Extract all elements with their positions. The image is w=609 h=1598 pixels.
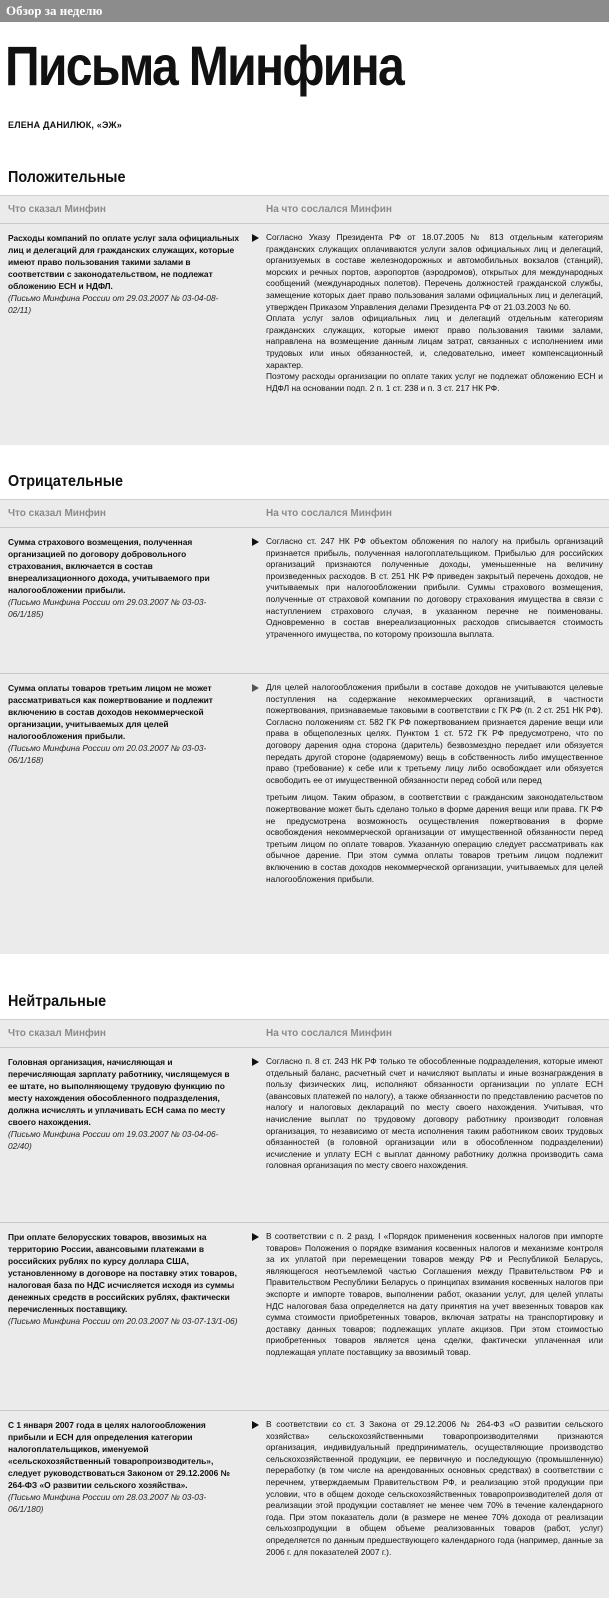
reference-paragraph: Поэтому расходы организации по оплате таких услуг не подлежат обложению ЕСН и НДФЛ на основании подп. 2 п. 1 ст. 238 и п. 3 ст. 217 НК РФ. — [266, 371, 603, 393]
reference-paragraph: Для целей налогообложения прибыли в составе доходов не учитываются целевые поступления на содержание некоммерческих организаций, в частности пожертвования, признаваемые таковыми в соответствии с ГК РФ (п. 2 ст. 251 НК РФ). Согласно положениям ст. 582 ГК РФ пожертвованием признается дарение вещи или права в общеполезных целях. Пунктом 1 ст. 572 ГК РФ предусмотрено, что по договору дарения одна сторона (даритель) безвозмездно передает или обязуется передать другой стороне (одаряемому) вещь в собственность либо имущественное право (требование) к себе или к третьему лицу либо освобождает или обязуется освободить ее от имущественной обязанности перед собой или перед — [266, 682, 603, 785]
statement-cell — [8, 536, 240, 620]
table-row — [0, 1411, 609, 1597]
section-negative — [0, 462, 609, 954]
statement-text: Сумма оплаты товаров третьим лицом не может рассматриваться как пожертвование и подлежит включению в состав доходов некоммерческой организации, учитываемых для целей налогообложения прибыли. — [8, 683, 213, 741]
statement-source: (Письмо Минфина России от 29.03.2007 № 03-04-08-02/11) — [8, 293, 219, 315]
statement-text: При оплате белорусских товаров, ввозимых на территорию России, авансовыми платежами в российских рублях по курсу доллара США, установленному в договоре на поставку этих товаров, налоговая база по НДС исчисляется исходя из суммы денежных средств в российских рублях, фактически перечисленных поставщику. — [8, 1232, 237, 1314]
table-row — [0, 224, 609, 445]
table-row — [0, 674, 609, 952]
statement-cell — [8, 1056, 240, 1152]
statement-source: (Письмо Минфина России от 28.03.2007 № 03-03-06/1/180) — [8, 1492, 207, 1514]
statement-cell — [8, 1231, 240, 1327]
table-row — [0, 528, 609, 674]
statement-source: (Письмо Минфина России от 20.03.2007 № 03-07-13/1-06) — [8, 1316, 238, 1326]
arrow-icon — [252, 1421, 259, 1429]
arrow-icon — [252, 1058, 259, 1066]
arrow-icon — [252, 538, 259, 546]
section-neutral — [0, 982, 609, 1598]
rubric-bar — [0, 0, 609, 22]
column-header-right: На что сослался Минфин — [266, 508, 392, 519]
statement-text: Головная организация, начисляющая и перечисляющая зарплату работнику, числящемуся в ее штате, но выполняющему трудовую функцию по месту нахождения обособленного подразделения, должна исчислять и уплачивать ЕСН сама по месту своего нахождения. — [8, 1057, 230, 1127]
section-header — [0, 462, 609, 500]
section-title: Положительные — [8, 169, 126, 186]
statement-text: Расходы компаний по оплате услуг зала официальных лиц и делегаций для гражданских служащих, которые имеют право пользования такими залами в соответствии с законодательством, не подлежат обложению ЕСН и НДФЛ. — [8, 233, 240, 291]
column-header-right: На что сослался Минфин — [266, 204, 392, 215]
column-header-left: Что сказал Минфин — [8, 204, 106, 215]
statement-cell — [8, 1419, 240, 1515]
column-headers — [0, 1020, 609, 1048]
reference-cell — [266, 682, 603, 885]
arrow-icon — [252, 234, 259, 242]
reference-cell — [266, 1056, 603, 1172]
column-headers — [0, 500, 609, 528]
table-row — [0, 1048, 609, 1223]
statement-cell — [8, 682, 240, 766]
reference-paragraph: Согласно ст. 247 НК РФ объектом обложения по налогу на прибыль организаций признается прибыль, полученная налогоплательщиком. Прибылью для российских организаций признаются полученные доходы, уменьшенные на величину произведенных расходов. В ст. 251 НК РФ приведен закрытый перечень доходов, не учитываемых при налогообложении прибыли. Суммы страхового возмещения, полученные от страховой компании по договору страхования имущества в связи с наступлением страхового случая, в указанном перечне не поименованы. Одновременно в состав внереализационных расходов списывается стоимость утраченного имущества, по которому произошла выплата. — [266, 536, 603, 639]
reference-paragraph: В соответствии со ст. 3 Закона от 29.12.2006 № 264-ФЗ «О развитии сельского хозяйства» сельскохозяйственными товаропроизводителями признаются организация, индивидуальный предприниматель, осуществляющие производство сельскохозяйственной продукции, ее первичную и последующую (промышленную) переработку (в том числе на арендованных основных средствах) в соответствии с перечнем, утверждаемым Правительством РФ, и реализацию этой продукции при условии, что в общем доходе сельскохозяйственных товаропроизводителей доля от реализации этой продукции составляет не менее чем 70% в течение календарного года. При этом показатель доли (в размере не менее 70% дохода от реализации сельхозпродукции в общем объеме реализованных товаров (работ, услуг) определяется по данным предшествующего календарного года (например, данные за 2006 г. для показателей 2007 г.). — [266, 1419, 603, 1557]
rubric-label: Обзор за неделю — [6, 3, 103, 18]
reference-cell — [266, 536, 603, 640]
statement-text: С 1 января 2007 года в целях налогообложения прибыли и ЕСН для определения категории налогоплательщиков, именуемой «сельскохозяйственный товаропроизводитель», следует руководствоваться Законом от 29.12.2006 № 264-ФЗ «О развитии сельского хозяйства». — [8, 1420, 230, 1490]
column-header-right: На что сослался Минфин — [266, 1028, 392, 1039]
arrow-icon — [252, 684, 259, 692]
section-header — [0, 982, 609, 1020]
reference-paragraph: Согласно п. 8 ст. 243 НК РФ только те обособленные подразделения, которые имеют отдельный баланс, расчетный счет и начисляют выплаты и иные вознаграждения в пользу физических лиц, исполняют обязанности организации по уплате ЕСН (авансовых платежей по налогу), а также обязанности по представлению расчетов по налогу и налоговых деклараций по месту своего нахождения. Учитывая, что начисление выплат по трудовому договору работнику производит головная организация, то независимо от места исполнения таким работником своих трудовых обязанностей (в головной организации или в обособленном подразделении) исчисление и уплату ЕСН с выплат данному работнику должна производить сама головная организация по месту своего нахождения. — [266, 1056, 603, 1171]
section-header — [0, 158, 609, 196]
reference-cell — [266, 1231, 603, 1359]
reference-cell — [266, 232, 603, 394]
section-positive — [0, 158, 609, 445]
reference-paragraph: Оплата услуг залов официальных лиц и делегаций отдельным категориям гражданских служащих, которые имеют право пользования такими залами, направлена на возмещение данным лицам затрат, связанных с исполнением ими трудовых или иных обязанностей, и, следовательно, имеет компенсационный характер. — [266, 313, 603, 370]
table-row — [0, 1223, 609, 1411]
statement-cell — [8, 232, 240, 316]
statement-text: Сумма страхового возмещения, полученная организацией по договору добровольного страхования, включается в состав внереализационного дохода, учитываемого при налогообложении прибыли. — [8, 537, 210, 595]
page-title: Письма Минфина — [5, 34, 404, 97]
reference-cell — [266, 1419, 603, 1558]
column-header-left: Что сказал Минфин — [8, 1028, 106, 1039]
arrow-icon — [252, 1233, 259, 1241]
reference-paragraph: В соответствии с п. 2 разд. I «Порядок применения косвенных налогов при импорте товаров» Положения о порядке взимания косвенных налогов и механизме контроля за их уплатой при перемещении товаров между РФ и Республикой Беларусь, являющегося неотъемлемой частью Соглашения между Правительством РФ и Правительством Республики Беларусь о принципах взимания косвенных налогов при экспорте и импорте товаров, выполнении работ, оказании услуг, для целей уплаты НДС налоговая база определяется на дату принятия на учет ввезенных товаров как сумма стоимости приобретенных товаров, включая затраты на транспортировку и доставку данных товаров; подлежащих уплате акцизов. При этом стоимостью приобретенных товаров является цена сделки, фактически уплаченная или подлежащая уплате поставщику за ввозимый товар. — [266, 1231, 603, 1357]
column-header-left: Что сказал Минфин — [8, 508, 106, 519]
statement-source: (Письмо Минфина России от 29.03.2007 № 03-03-06/1/185) — [8, 597, 207, 619]
statement-source: (Письмо Минфина России от 20.03.2007 № 03-03-06/1/168) — [8, 743, 207, 765]
author-byline: ЕЛЕНА ДАНИЛЮК, «ЭЖ» — [8, 120, 122, 130]
statement-source: (Письмо Минфина России от 19.03.2007 № 03-04-06-02/40) — [8, 1129, 219, 1151]
column-headers — [0, 196, 609, 224]
reference-paragraph: Согласно Указу Президента РФ от 18.07.2005 № 813 отдельным категориям гражданских служащих оплачиваются услуги залов официальных лиц и делегаций, организуемых в составе железнодорожных и автомобильных вокзалов (станций), морских и речных портов, аэропортов (аэродромов), открытых для международных сообщений (международных полетов). Перечень должностей гражданской службы, замещение которых дает право пользования залами официальных лиц и делегаций, утвержден Приказом Управления делами Президента РФ от 21.03.2003 № 60. — [266, 232, 603, 312]
section-title: Нейтральные — [8, 993, 107, 1010]
reference-paragraph: третьим лицом. Таким образом, в соответствии с гражданским законодательством пожертвование может быть сделано только в форме дарения вещи или права. ГК РФ не предусмотрена возможность осуществления пожертвования в форме освобождения некоммерческой организации от имущественной обязанности перед третьим лицом по оплате товаров. Указанную операцию следует рассматривать как обычное дарение. При этом сумма оплаты товаров третьим лицом подлежит включению в состав доходов некоммерческой организации, учитываемых для целей налогообложения прибыли. — [266, 792, 603, 884]
section-title: Отрицательные — [8, 473, 124, 490]
